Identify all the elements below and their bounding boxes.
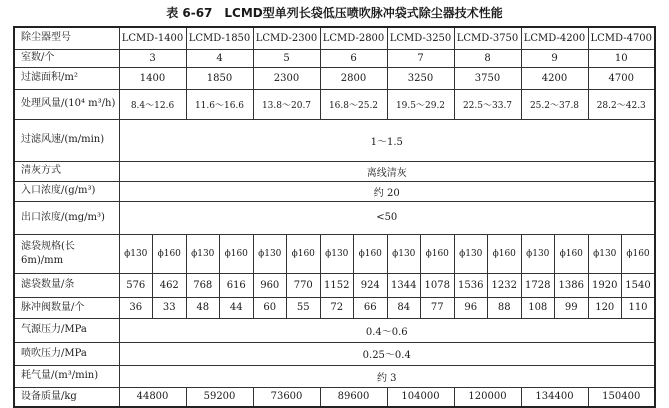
row-label: 出口浓度/(mg/m³): [14, 201, 119, 234]
table-cell: LCMD-3250: [387, 27, 454, 49]
table-cell: 1386: [555, 273, 589, 297]
row-label: 室数/个: [14, 49, 119, 67]
row-blow: [14, 342, 655, 365]
table-cell: 0.4～0.6: [119, 318, 655, 342]
row-label: 过滤面积/m²: [14, 67, 119, 89]
row-label: 脉冲阀数量/个: [14, 297, 119, 318]
table-cell: ϕ160: [220, 234, 254, 273]
row-model: [14, 27, 655, 49]
table-cell: 4: [186, 49, 253, 67]
table-cell: 134400: [521, 387, 588, 407]
row-valves: [14, 297, 655, 318]
table-cell: 7: [387, 49, 454, 67]
table-cell: 19.5～29.2: [387, 89, 454, 119]
row-air-consumption: [14, 365, 655, 387]
table-cell: 1920: [588, 273, 622, 297]
table-cell: 96: [454, 297, 488, 318]
table-cell: 120000: [454, 387, 521, 407]
table-cell: 55: [287, 297, 321, 318]
table-cell: LCMD-4200: [521, 27, 588, 49]
row-label: 气源压力/MPa: [14, 318, 119, 342]
table-cell: ϕ130: [320, 234, 354, 273]
table-cell: ϕ130: [588, 234, 622, 273]
table-cell: 462: [153, 273, 187, 297]
table-cell: 4700: [588, 67, 655, 89]
row-flow: [14, 89, 655, 119]
table-cell: ϕ160: [354, 234, 388, 273]
table-cell: ϕ160: [153, 234, 187, 273]
table-cell: 10: [588, 49, 655, 67]
row-bag-count: [14, 273, 655, 297]
row-label: 过滤风速/(m/min): [14, 119, 119, 161]
table-cell: 768: [186, 273, 220, 297]
table-cell: 1344: [387, 273, 421, 297]
row-bag-spec: [14, 234, 655, 273]
table-cell: 3250: [387, 67, 454, 89]
table-cell: 1～1.5: [119, 119, 655, 161]
table-cell: 576: [119, 273, 153, 297]
table-cell: 924: [354, 273, 388, 297]
table-cell: 11.6～16.6: [186, 89, 253, 119]
row-label: 清灰方式: [14, 161, 119, 181]
table-cell: 2300: [253, 67, 320, 89]
table-cell: 616: [220, 273, 254, 297]
table-title: 表 6-67 LCMD型单列长袋低压喷吹脉冲袋式除尘器技术性能: [166, 6, 503, 20]
table-cell: 离线清灰: [119, 161, 655, 181]
row-label: 滤袋数量/条: [14, 273, 119, 297]
row-mass: [14, 387, 655, 407]
table-cell: 1232: [488, 273, 522, 297]
table-cell: ϕ130: [186, 234, 220, 273]
table-cell: 84: [387, 297, 421, 318]
table-cell: 5: [253, 49, 320, 67]
row-cleaning: [14, 161, 655, 181]
table-cell: 77: [421, 297, 455, 318]
table-cell: 44: [220, 297, 254, 318]
table-cell: 3750: [454, 67, 521, 89]
table-cell: LCMD-1850: [186, 27, 253, 49]
table-cell: 770: [287, 273, 321, 297]
table-cell: ϕ130: [521, 234, 555, 273]
row-label: 喷吹压力/MPa: [14, 342, 119, 365]
table-cell: ϕ130: [253, 234, 287, 273]
row-label: 入口浓度/(g/m³): [14, 181, 119, 201]
table-cell: 4200: [521, 67, 588, 89]
table-cell: ϕ160: [488, 234, 522, 273]
table-cell: 108: [521, 297, 555, 318]
table-cell: 1728: [521, 273, 555, 297]
table-cell: 66: [354, 297, 388, 318]
row-label: 除尘器型号: [14, 27, 119, 49]
row-inlet: [14, 181, 655, 201]
table-cell: 1850: [186, 67, 253, 89]
row-label: 设备质量/kg: [14, 387, 119, 407]
table-cell: LCMD-2800: [320, 27, 387, 49]
table-cell: 960: [253, 273, 287, 297]
table-cell: 1400: [119, 67, 186, 89]
performance-table: [13, 26, 656, 408]
table-cell: 2800: [320, 67, 387, 89]
table-cell: 60: [253, 297, 287, 318]
row-area: [14, 67, 655, 89]
table-cell: ϕ130: [387, 234, 421, 273]
table-cell: 110: [622, 297, 656, 318]
table-cell: 104000: [387, 387, 454, 407]
table-cell: 1536: [454, 273, 488, 297]
row-label: 滤袋规格(长 6m)/mm: [14, 234, 119, 273]
table-cell: LCMD-1400: [119, 27, 186, 49]
table-cell: ϕ160: [555, 234, 589, 273]
table-cell: 88: [488, 297, 522, 318]
row-velocity: [14, 119, 655, 161]
table-cell: 73600: [253, 387, 320, 407]
table-cell: 9: [521, 49, 588, 67]
table-cell: 约 3: [119, 365, 655, 387]
table-cell: 150400: [588, 387, 655, 407]
table-cell: 89600: [320, 387, 387, 407]
table-cell: 约 20: [119, 181, 655, 201]
table-cell: 36: [119, 297, 153, 318]
table-cell: 48: [186, 297, 220, 318]
table-cell: <50: [119, 201, 655, 234]
table-cell: 8: [454, 49, 521, 67]
table-cell: 44800: [119, 387, 186, 407]
row-rooms: [14, 49, 655, 67]
table-cell: ϕ160: [287, 234, 321, 273]
table-cell: 1152: [320, 273, 354, 297]
table-cell: 0.25～0.4: [119, 342, 655, 365]
table-cell: 16.8～25.2: [320, 89, 387, 119]
table-cell: 99: [555, 297, 589, 318]
table-cell: 120: [588, 297, 622, 318]
table-cell: 33: [153, 297, 187, 318]
table-cell: 28.2～42.3: [588, 89, 655, 119]
table-cell: 22.5～33.7: [454, 89, 521, 119]
table-cell: 1540: [622, 273, 656, 297]
table-cell: 13.8～20.7: [253, 89, 320, 119]
table-cell: 1078: [421, 273, 455, 297]
row-label: 耗气量/(m³/min): [14, 365, 119, 387]
table-cell: ϕ130: [119, 234, 153, 273]
table-cell: ϕ160: [622, 234, 656, 273]
row-label: 处理风量/(10⁴ m³/h): [14, 89, 119, 119]
table-cell: LCMD-2300: [253, 27, 320, 49]
table-cell: 8.4～12.6: [119, 89, 186, 119]
table-cell: 59200: [186, 387, 253, 407]
table-cell: 3: [119, 49, 186, 67]
row-air-source: [14, 318, 655, 342]
table-cell: LCMD-4700: [588, 27, 655, 49]
row-outlet: [14, 201, 655, 234]
table-cell: ϕ160: [421, 234, 455, 273]
table-cell: 25.2～37.8: [521, 89, 588, 119]
table-cell: 6: [320, 49, 387, 67]
table-cell: 72: [320, 297, 354, 318]
table-cell: ϕ130: [454, 234, 488, 273]
table-cell: LCMD-3750: [454, 27, 521, 49]
